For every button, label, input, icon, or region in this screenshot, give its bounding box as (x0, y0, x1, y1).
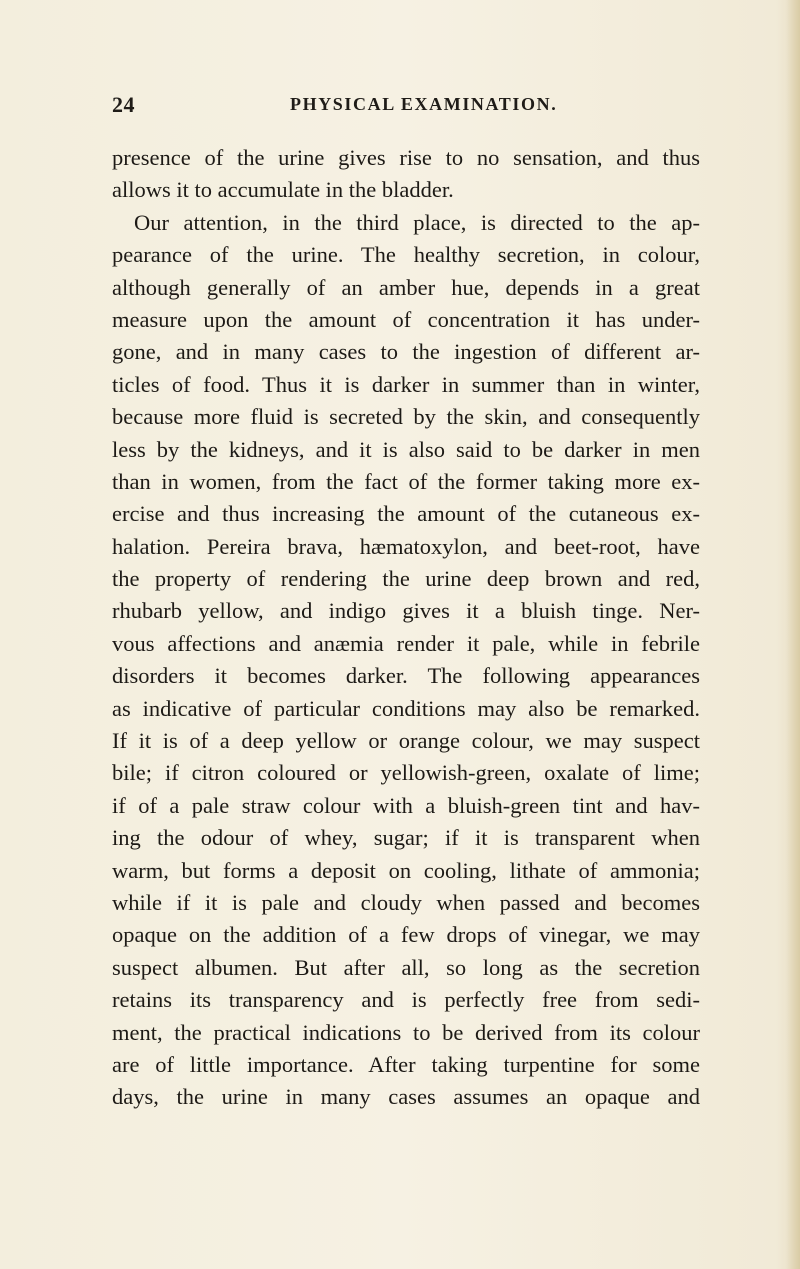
text-line: allows it to accumulate in the bladder. (112, 177, 454, 203)
text-line: bile; if citron coloured or yellowish-green, oxalate of lime; (112, 760, 700, 786)
running-head (112, 92, 712, 122)
page-number: 24 (112, 92, 135, 117)
text-line: If it is of a deep yellow or orange colour, we may suspect (112, 728, 700, 754)
text-line: as indicative of particular conditions may also be remarked. (112, 695, 700, 721)
text-line: ercise and thus increasing the amount of the cutaneous ex- (112, 501, 700, 527)
text-line: disorders it becomes darker. The following appearances (112, 663, 700, 689)
page-edge-shadow (786, 0, 800, 1269)
text-line: measure upon the amount of concentration it has under- (112, 306, 700, 332)
text-line: while if it is pale and cloudy when passed and becomes (112, 889, 700, 915)
text-line: than in women, from the fact of the former taking more ex- (112, 468, 700, 494)
running-title: PHYSICAL EXAMINATION. (290, 94, 558, 114)
text-line: if of a pale straw colour with a bluish-green tint and hav- (112, 792, 700, 818)
text-line: are of little importance. After taking turpentine for some (112, 1051, 700, 1077)
text-line: although generally of an amber hue, depends in a great (112, 274, 700, 300)
text-line: days, the urine in many cases assumes an opaque and (112, 1084, 700, 1110)
text-line: pearance of the urine. The healthy secretion, in colour, (112, 242, 700, 268)
text-line: less by the kidneys, and it is also said to be darker in men (112, 436, 700, 462)
text-line: retains its transparency and is perfectly free from sedi- (112, 987, 700, 1013)
text-line: opaque on the addition of a few drops of vinegar, we may (112, 922, 700, 948)
text-line: suspect albumen. But after all, so long as the secretion (112, 954, 700, 980)
text-line: rhubarb yellow, and indigo gives it a bluish tinge. Ner- (112, 598, 700, 624)
text-line: because more fluid is secreted by the skin, and consequently (112, 404, 700, 430)
text-line: ment, the practical indications to be derived from its colour (112, 1019, 700, 1045)
text-line: Our attention, in the third place, is directed to the ap- (134, 209, 700, 235)
text-line: ticles of food. Thus it is darker in summer than in winter, (112, 371, 700, 397)
text-line: halation. Pereira brava, hæmatoxylon, and beet-root, have (112, 533, 700, 559)
text-line: ing the odour of whey, sugar; if it is transparent when (112, 825, 700, 851)
text-line: the property of rendering the urine deep brown and red, (112, 566, 700, 592)
text-line: warm, but forms a deposit on cooling, lithate of ammonia; (112, 857, 700, 883)
body-text (112, 142, 700, 1114)
text-line: gone, and in many cases to the ingestion of different ar- (112, 339, 700, 365)
text-line: presence of the urine gives rise to no sensation, and thus (112, 145, 700, 170)
text-line: vous affections and anæmia render it pale, while in febrile (112, 630, 700, 656)
